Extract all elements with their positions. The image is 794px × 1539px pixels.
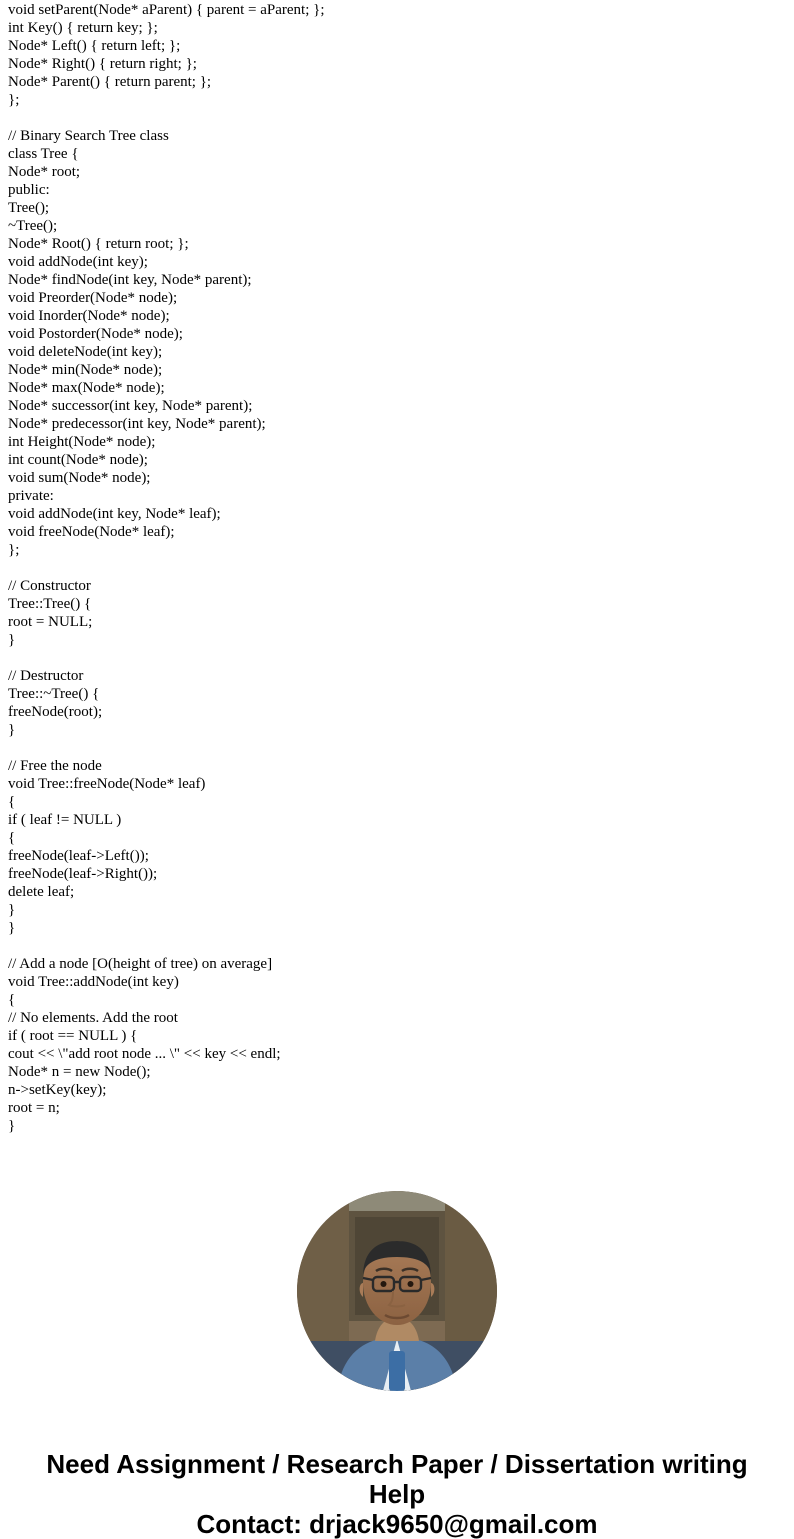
code-line: Node* Root() { return root; };	[8, 236, 189, 252]
code-line: int Key() { return key; };	[8, 20, 158, 36]
code-line	[8, 649, 786, 667]
code-line: // Add a node [O(height of tree) on average]	[8, 956, 273, 972]
code-line: {	[8, 992, 16, 1008]
code-line: {	[8, 794, 16, 810]
code-line: Node* findNode(int key, Node* parent);	[8, 272, 252, 288]
code-line: freeNode(leaf->Right());	[8, 866, 158, 882]
code-line: Node* Right() { return right; };	[8, 56, 197, 72]
code-line: root = n;	[8, 1100, 60, 1116]
code-line: Node* Parent() { return parent; };	[8, 74, 212, 90]
code-line: cout << \"add root node ... \" << key << endl;	[8, 1046, 281, 1062]
code-line: if ( root == NULL ) {	[8, 1028, 138, 1044]
code-line: public:	[8, 182, 50, 198]
footer-message	[8, 1449, 786, 1539]
code-line: }	[8, 1118, 16, 1134]
code-line: Node* max(Node* node);	[8, 380, 165, 396]
code-line: ~Tree();	[8, 218, 58, 234]
code-line: void sum(Node* node);	[8, 470, 151, 486]
code-line: void Postorder(Node* node);	[8, 326, 183, 342]
code-line: Tree::Tree() {	[8, 596, 92, 612]
code-line: void freeNode(Node* leaf);	[8, 524, 175, 540]
code-line: };	[8, 542, 20, 558]
code-line: // Binary Search Tree class	[8, 128, 169, 144]
code-line: void addNode(int key);	[8, 254, 148, 270]
code-line: }	[8, 632, 16, 648]
code-line: Node* min(Node* node);	[8, 362, 163, 378]
code-line: void addNode(int key, Node* leaf);	[8, 506, 221, 522]
code-line: Node* predecessor(int key, Node* parent);	[8, 416, 266, 432]
code-line: {	[8, 830, 16, 846]
code-line: void setParent(Node* aParent) { parent = aParent; };	[8, 2, 325, 18]
source-code-block	[8, 0, 786, 1135]
code-line	[8, 937, 786, 955]
code-line: }	[8, 902, 16, 918]
code-line: freeNode(leaf->Left());	[8, 848, 149, 864]
portrait-photo-icon	[297, 1191, 497, 1391]
code-line	[8, 559, 786, 577]
portrait-container	[8, 1191, 786, 1391]
code-line: // Destructor	[8, 668, 84, 684]
code-line: private:	[8, 488, 54, 504]
code-line: int Height(Node* node);	[8, 434, 156, 450]
code-line: // Free the node	[8, 758, 102, 774]
code-line: // Constructor	[8, 578, 91, 594]
code-line	[8, 109, 786, 127]
code-line: Node* Left() { return left; };	[8, 38, 181, 54]
code-line: Node* successor(int key, Node* parent);	[8, 398, 253, 414]
footer-line-2: Contact: drjack9650@gmail.com	[196, 1509, 598, 1539]
code-line: // No elements. Add the root	[8, 1010, 178, 1026]
code-line: class Tree {	[8, 146, 79, 162]
code-line: delete leaf;	[8, 884, 75, 900]
code-line: n->setKey(key);	[8, 1082, 107, 1098]
code-line: Node* root;	[8, 164, 81, 180]
footer-line-1: Need Assignment / Research Paper / Dissertation writing Help	[46, 1449, 748, 1509]
code-line: Node* n = new Node();	[8, 1064, 151, 1080]
code-line: Tree();	[8, 200, 50, 216]
avatar	[297, 1191, 497, 1391]
code-line: void Inorder(Node* node);	[8, 308, 170, 324]
code-line: freeNode(root);	[8, 704, 103, 720]
code-line: Tree::~Tree() {	[8, 686, 100, 702]
code-line: void deleteNode(int key);	[8, 344, 163, 360]
code-line	[8, 739, 786, 757]
code-line: if ( leaf != NULL )	[8, 812, 122, 828]
code-line: root = NULL;	[8, 614, 93, 630]
code-line: }	[8, 920, 16, 936]
code-line: };	[8, 92, 20, 108]
code-line: void Preorder(Node* node);	[8, 290, 178, 306]
code-line: void Tree::addNode(int key)	[8, 974, 179, 990]
code-line: }	[8, 722, 16, 738]
code-line: int count(Node* node);	[8, 452, 148, 468]
code-line: void Tree::freeNode(Node* leaf)	[8, 776, 206, 792]
